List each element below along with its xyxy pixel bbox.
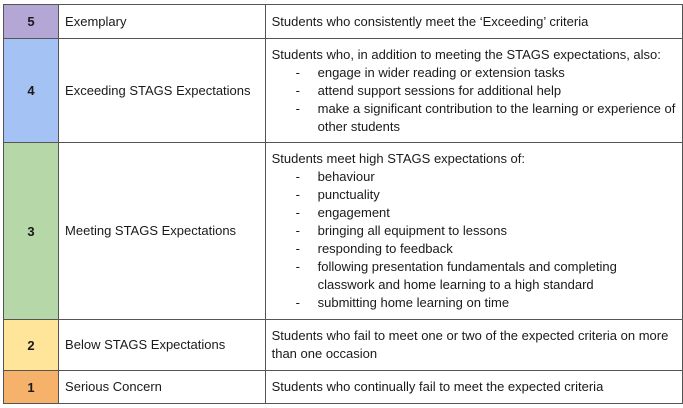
level-number-cell	[4, 39, 59, 143]
criteria-table	[3, 4, 683, 404]
table-row-level-1	[4, 371, 683, 404]
level-description-cell	[265, 143, 682, 320]
level-label-cell	[59, 39, 266, 143]
level-description: Students who consistently meet the ‘Exceeding’ criteria	[271, 13, 589, 29]
table-row-level-2	[4, 320, 683, 371]
level-label: Exemplary	[65, 13, 127, 29]
level-description-cell	[265, 371, 682, 404]
level-number-cell	[4, 320, 59, 371]
level-number: 5	[27, 14, 35, 29]
criteria-list	[272, 168, 676, 312]
criteria-item: - engagement	[272, 204, 676, 222]
level-label-cell	[59, 5, 266, 39]
level-number-cell	[4, 5, 59, 39]
level-number: 2	[27, 337, 35, 353]
criteria-item: - submitting home learning on time	[272, 294, 676, 312]
level-description-cell	[265, 320, 682, 371]
level-description: Students who continually fail to meet the expected criteria	[271, 379, 604, 394]
level-label-cell	[59, 143, 266, 320]
level-number-cell	[4, 371, 59, 404]
level-number: 3	[27, 223, 35, 239]
table-row-level-3	[4, 143, 683, 320]
criteria-list	[272, 64, 676, 136]
criteria-item: - behaviour	[272, 168, 676, 186]
criteria-item: - responding to feedback	[272, 240, 676, 258]
criteria-item: - punctuality	[272, 186, 676, 204]
criteria-item: - following presentation fundamentals and completing classwork and home learning to a high standard	[272, 258, 676, 294]
level-label: Below STAGS Expectations	[65, 337, 226, 352]
level-description-cell	[265, 39, 682, 143]
level-label: Serious Concern	[65, 379, 162, 394]
level-description-cell	[265, 5, 682, 39]
level-number: 4	[27, 83, 35, 98]
level-description: Students who, in addition to meeting the STAGS expectations, also:	[271, 46, 661, 62]
level-description: Students meet high STAGS expectations of:	[271, 151, 526, 166]
table-row-level-5	[4, 5, 683, 39]
criteria-item: - make a significant contribution to the learning or experience of other students	[272, 100, 676, 136]
table-row-level-4	[4, 39, 683, 143]
criteria-item: - attend support sessions for additional help	[272, 82, 676, 100]
level-label: Meeting STAGS Expectations	[65, 223, 237, 238]
level-label-cell	[59, 320, 266, 371]
criteria-item: - bringing all equipment to lessons	[272, 222, 676, 240]
level-number: 1	[27, 379, 35, 395]
level-label-cell	[59, 371, 266, 404]
level-description: Students who fail to meet one or two of the expected criteria on more than one occasion	[271, 328, 669, 361]
level-label: Exceeding STAGS Expectations	[65, 82, 251, 98]
level-number-cell	[4, 143, 59, 320]
criteria-item: - engage in wider reading or extension tasks	[272, 64, 676, 82]
